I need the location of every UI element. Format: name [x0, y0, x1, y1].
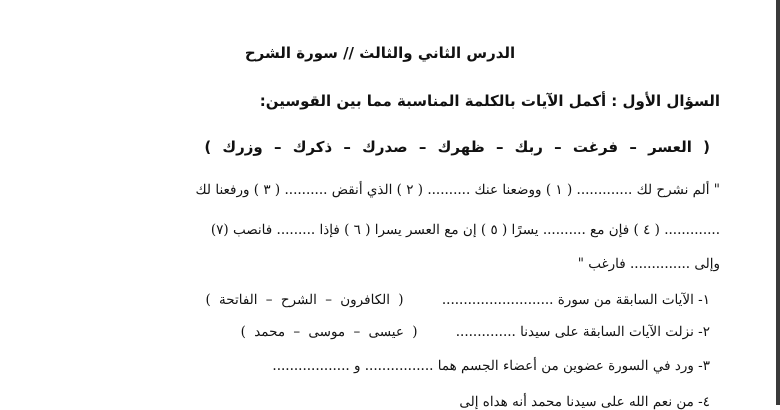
passage-line-1: " ألم نشرح لك ............. ( ١ ) ووضعنا عنك .......... ( ٢ ) الذي أنقض .......... ( ٣ ) ورفعنا لك: [195, 182, 720, 198]
question-item-text: ٣- ورد في السورة عضوين من أعضاء الجسم هما ................ و ..................: [272, 358, 710, 374]
question-item: [40, 358, 710, 374]
question-item: [40, 394, 710, 410]
page-edge: [776, 0, 780, 405]
question-item: [40, 292, 710, 308]
question-item-options: ( الكافرون – الشرح – الفاتحة ): [205, 292, 404, 308]
question-item-text: ١- الآيات السابقة من سورة ..........................: [441, 292, 710, 308]
word-choices: ( العسر – فرغت – ربك – ظهرك – صدرك – ذكرك – وزرك ): [204, 138, 710, 156]
worksheet: [40, 0, 720, 410]
passage-line-2: ............. ( ٤ ) فإن مع .......... يسرًا ( ٥ ) إن مع العسر يسرا ( ٦ ) فإذا ......... فانصب (٧): [210, 222, 720, 238]
page-title: الدرس الثاني والثالث // سورة الشرح: [244, 44, 516, 62]
question-item-text: ٢- نزلت الآيات السابقة على سيدنا ..............: [455, 324, 710, 340]
passage-line-3: وإلى .............. فارغب ": [577, 256, 720, 272]
question-item: [40, 324, 710, 340]
question-item-options: ( عيسى – موسى – محمد ): [240, 324, 418, 340]
question-item-text: ٤- من نعم الله على سيدنا محمد أنه هداه إلى: [459, 394, 710, 410]
question-heading: السؤال الأول : أكمل الآيات بالكلمة المناسبة مما بين القوسين:: [259, 92, 720, 110]
